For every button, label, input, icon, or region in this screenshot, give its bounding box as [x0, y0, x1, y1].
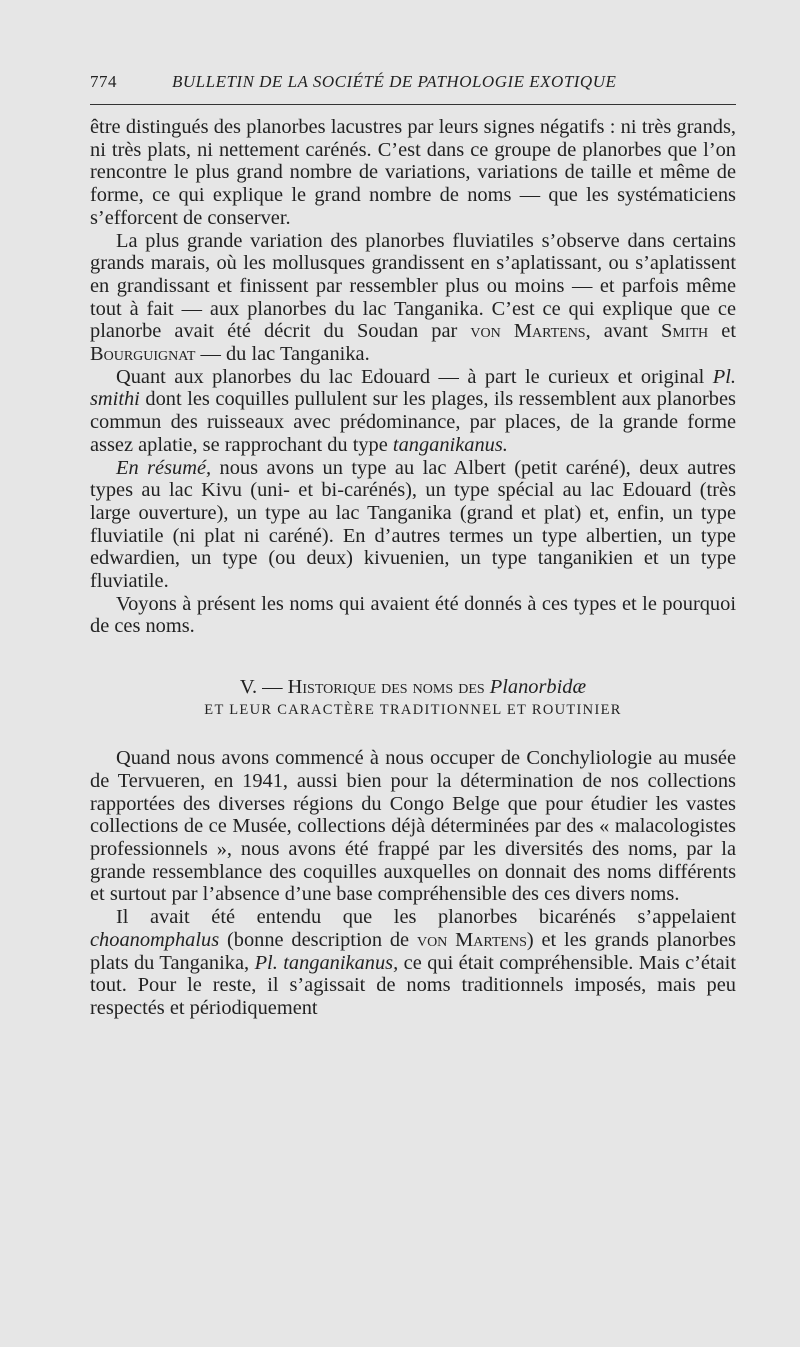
paragraph-text: nous avons un type au lac Albert (petit caréné), deux autres types au lac Kivu (uni- et bi-carénés), un type spécial au lac Edouard (très large ouverture), un type au lac Tanganika (grand et plat) et, enfin, un type fluviatile (ni plat ni caréné). En d’autres termes un type albertien, un type edwardien, un type (ou deux) kivuenien, un type tanganikien et un type fluviatile.	[90, 456, 736, 593]
paragraph-text: Quant aux planorbes du lac Edouard — à part le curieux et original	[116, 365, 713, 388]
page-body	[90, 116, 736, 1020]
italic-text: tanganikanus.	[392, 433, 508, 456]
paragraph	[90, 593, 736, 638]
paragraph	[90, 366, 736, 457]
paragraph	[90, 747, 736, 906]
paragraph-text: ) et les grands planorbes plats du Tanganika,	[90, 928, 736, 974]
paragraph	[90, 906, 736, 1020]
paragraph-text: Voyons à présent les noms qui avaient été donnés à ces types et le pourquoi de ces noms.	[90, 592, 736, 638]
running-header	[90, 72, 736, 92]
author-name: Bourguignat	[90, 343, 196, 366]
italic-text: choanomphalus	[90, 928, 220, 951]
section-title: Historique des noms des	[287, 676, 490, 699]
paragraph-text: , avant	[585, 320, 662, 343]
section-subheading: ET LEUR CARACTÈRE TRADITIONNEL ET ROUTINIER	[204, 702, 622, 719]
italic-text: Pl. smithi	[90, 365, 736, 411]
paragraph-text: être distingués des planorbes lacustres par leurs signes négatifs : ni très grands, ni très plats, ni nettement carénés. C’est dans ce groupe de planorbes que l’on rencontre le plus grand nombre de variations, variations de taille et même de forme, ce qui explique le grand nombre de noms — que les systématiciens s’efforcent de conserver.	[90, 116, 736, 229]
page-number: 774	[90, 72, 117, 91]
paragraph-text: — du lac Tanganika.	[195, 343, 370, 366]
paragraph-text: La plus grande variation des planorbes fluviatiles s’observe dans certains grands marais, où les mollusques grandissent en s’aplatissant, ou s’aplatissent en grandissant et finissent par ressembler plus ou moins — et parfois même tout à fait — aux planorbes du lac Tanganika. C’est ce qui explique que ce planorbe avait été décrit du Soudan par	[90, 229, 736, 343]
section-heading	[90, 674, 736, 700]
paragraph-text: Il avait été entendu que les planorbes bicarénés s’appelaient	[116, 906, 736, 929]
author-name: von Martens	[416, 928, 527, 951]
header-rule	[90, 104, 736, 105]
paragraphs-after-section	[90, 747, 736, 1019]
section-number: V. —	[239, 676, 288, 699]
paragraph-text: ce qui était compréhensible. Mais c’était tout. Pour le reste, il s’agissait de noms traditionnels imposés, mais peu respectés et périodiquement	[90, 951, 737, 1019]
paragraph	[90, 457, 736, 593]
author-name: Smith	[661, 320, 709, 343]
journal-title: BULLETIN DE LA SOCIÉTÉ DE PATHOLOGIE EXOTIQUE	[172, 72, 617, 91]
paragraph	[90, 116, 736, 230]
paragraph-text: Quand nous avons commencé à nous occuper de Conchyliologie au musée de Tervueren, en 1941, aussi bien pour la détermination de nos collections rapportées des diverses régions du Congo Belge que pour étudier les vastes collections de ce Musée, collections déjà déterminées par des « malacologistes professionnels », nous avons été frappé par les diversités des noms, par la grande ressemblance des coquilles auxquelles on donnait des noms différents et surtout par l’absence d’une base compréhensible des ces divers noms.	[90, 747, 736, 906]
italic-text: Pl. tanganikanus,	[254, 951, 399, 974]
paragraph-text: et	[708, 320, 736, 343]
paragraph-text: dont les coquilles pullulent sur les plages, ils ressemblent aux planorbes commun des ruisseaux avec prédominance, par places, de la grande forme assez aplatie, se rapprochant du type	[90, 388, 736, 456]
section-title-taxon: Planorbidæ	[489, 676, 587, 699]
italic-text: En résumé,	[116, 456, 212, 479]
paragraph	[90, 230, 736, 366]
paragraphs-before-section	[90, 116, 736, 638]
author-name: von Martens	[470, 320, 586, 343]
paragraph-text: (bonne description de	[219, 928, 417, 951]
